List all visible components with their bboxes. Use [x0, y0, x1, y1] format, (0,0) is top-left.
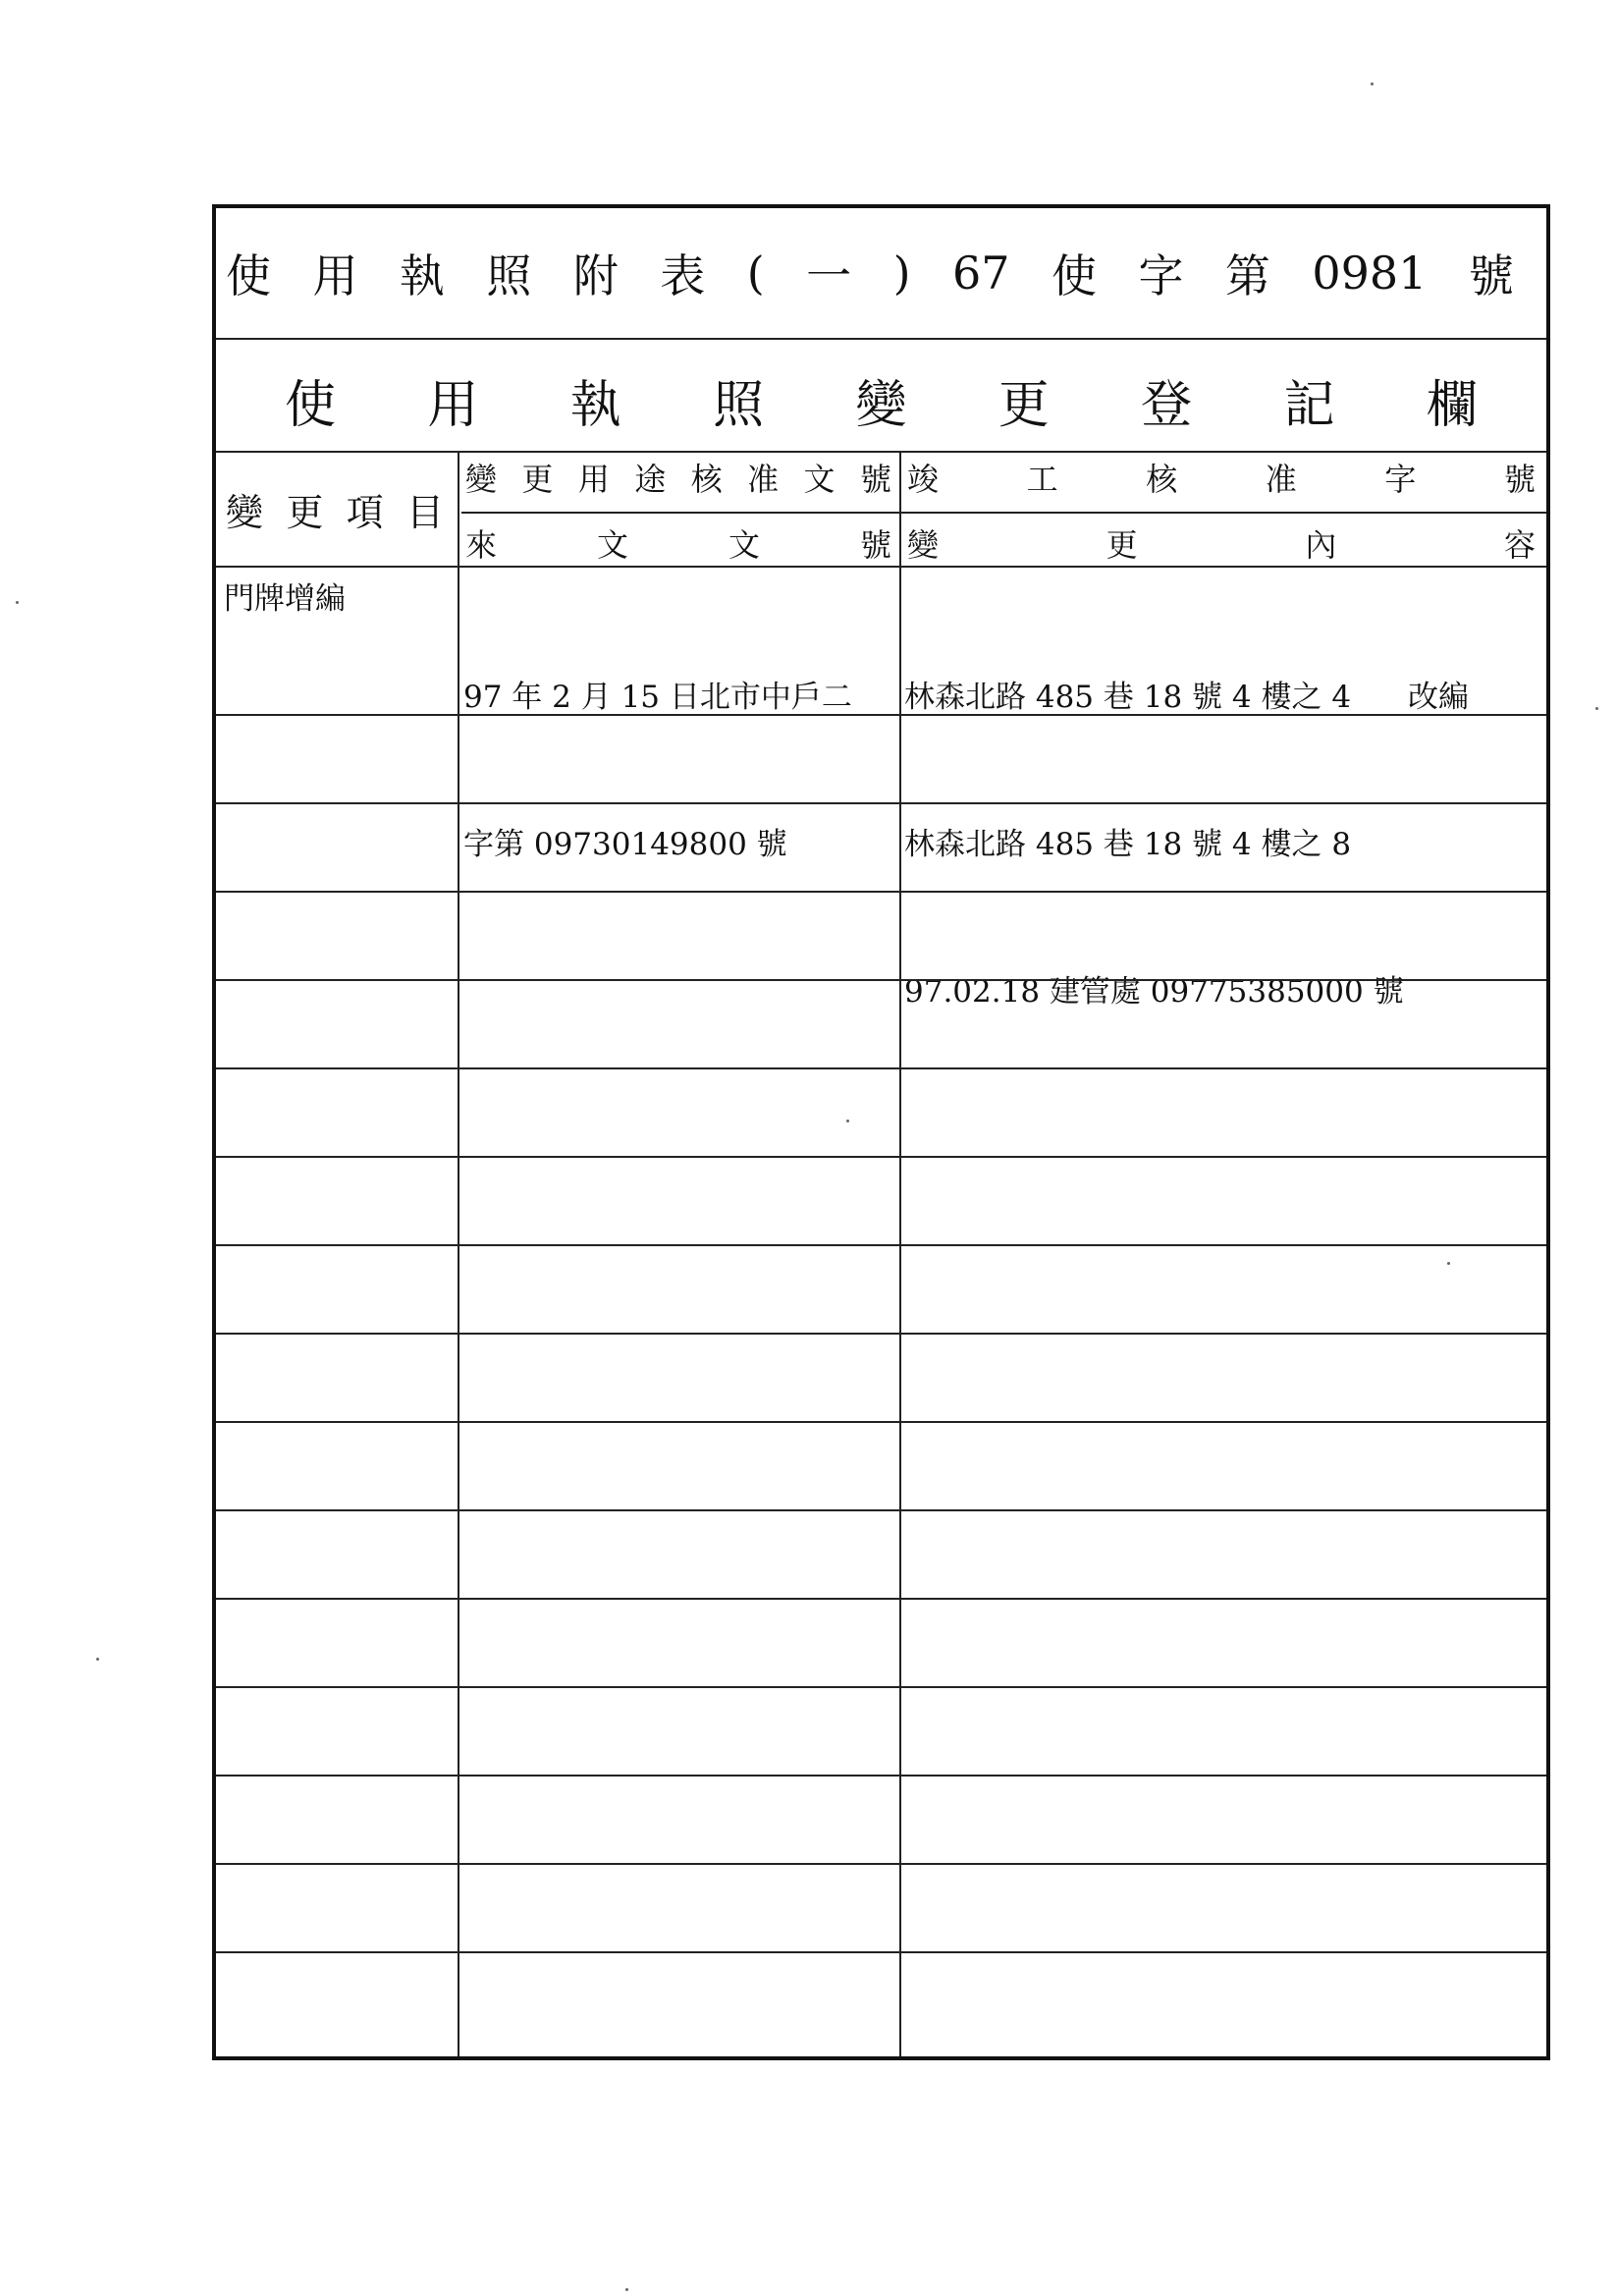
row-divider — [216, 1598, 1546, 1600]
entry-content-line2: 林森北路 485 巷 18 號 4 樓之 8 — [904, 827, 1352, 862]
entry-content-action: 改編 — [1408, 680, 1469, 715]
section-title: 使 用 執 照 變 更 登 記 欄 — [285, 375, 1478, 435]
scan-speck — [1595, 707, 1598, 710]
row-divider — [216, 979, 1546, 981]
title-divider — [216, 338, 1546, 340]
row-divider — [216, 714, 1546, 716]
entry-content-address: 林森北路 485 巷 18 號 4 樓之 4 — [904, 680, 1352, 715]
row-divider — [216, 1509, 1546, 1511]
entry-doc-line2: 字第 09730149800 號 — [463, 827, 787, 862]
header-divider — [216, 566, 1546, 568]
row-divider — [216, 1333, 1546, 1335]
row-divider — [216, 1156, 1546, 1158]
form-title: 使 用 執 照 附 表 ( 一 ) 67 使 字 第 0981 號 — [226, 246, 1514, 302]
header-approval-doc-no: 變 更 用 途 核 准 文 號 — [465, 461, 891, 498]
header-change-content: 變 更 內 容 — [907, 526, 1536, 564]
entry-doc-line1: 97 年 2 月 15 日北市中戶二 — [463, 680, 852, 715]
entry-change-content — [904, 574, 1469, 1066]
row-divider — [216, 891, 1546, 893]
scan-speck — [16, 601, 19, 604]
row-divider — [216, 1244, 1546, 1246]
row-divider — [216, 1775, 1546, 1777]
header-mid-divider — [461, 512, 1546, 514]
row-divider — [216, 1863, 1546, 1865]
header-incoming-doc-no: 來 文 文 號 — [465, 526, 891, 564]
scan-speck — [1447, 1262, 1450, 1265]
row-divider — [216, 1686, 1546, 1688]
entry-content-line3: 97.02.18 建管處 09775385000 號 — [904, 974, 1404, 1010]
row-divider — [216, 802, 1546, 804]
column-divider-2 — [899, 451, 901, 2056]
header-completion-no: 竣 工 核 准 字 號 — [907, 461, 1536, 498]
scan-speck — [96, 1658, 99, 1661]
row-divider — [216, 1067, 1546, 1069]
row-divider — [216, 1421, 1546, 1423]
scan-speck — [1371, 82, 1374, 85]
column-divider-1 — [458, 451, 459, 2056]
entry-change-item: 門牌增編 — [224, 581, 346, 617]
header-change-item: 變 更 項 目 — [226, 490, 444, 534]
row-divider — [216, 1951, 1546, 1953]
scan-speck — [625, 2288, 628, 2291]
entry-doc-no — [463, 574, 852, 918]
scan-speck — [846, 1120, 849, 1122]
section-divider — [216, 451, 1546, 453]
